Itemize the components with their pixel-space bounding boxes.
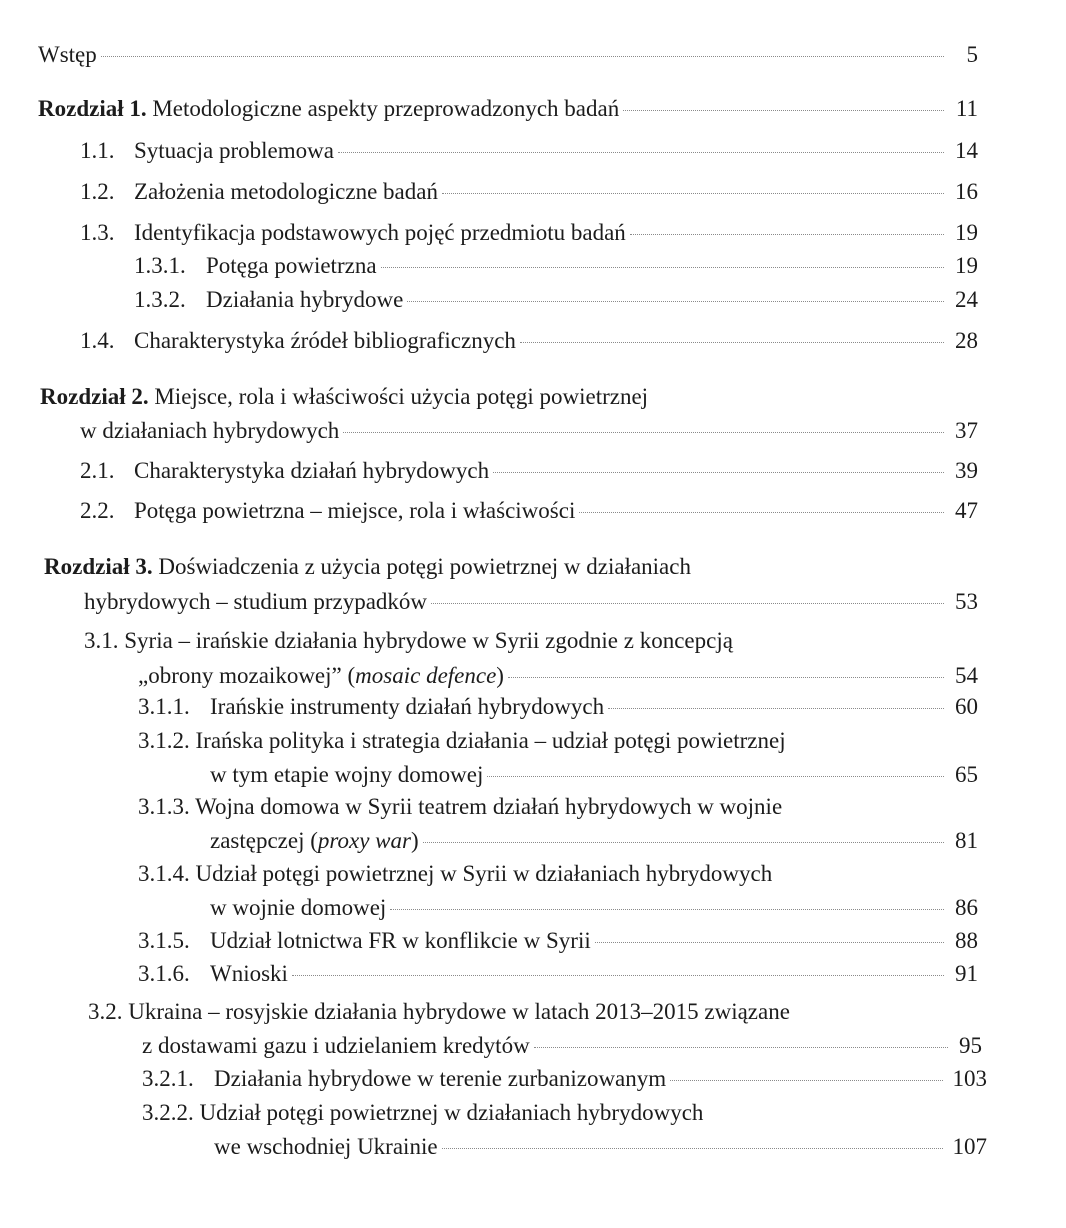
section-number: 2.1. <box>80 458 115 483</box>
section-title: Charakterystyka działań hybrydowych <box>134 458 490 483</box>
toc-section-3-1 <box>138 659 978 693</box>
page-number: 28 <box>955 328 978 353</box>
section-number: 3.1.4. <box>138 861 190 886</box>
section-number: 3.2.1. <box>142 1066 194 1091</box>
page-number: 53 <box>955 589 978 614</box>
dot-leader <box>623 110 944 111</box>
page-number: 47 <box>955 498 978 523</box>
chapter-label: Rozdział 3. <box>44 554 153 579</box>
closing-paren: ) <box>496 663 504 688</box>
toc-entry-wstep <box>38 38 978 72</box>
dot-leader <box>579 512 944 513</box>
toc-subsection-3-1-2-line1 <box>138 724 786 758</box>
toc-section-3-2-line1 <box>88 995 790 1029</box>
section-number: 3.1.6. <box>138 961 190 986</box>
section-title: Irańskie instrumenty działań hybrydowych <box>210 694 605 719</box>
toc-subsection-3-1-4 <box>210 891 978 925</box>
page-number: 14 <box>955 138 978 163</box>
dot-leader <box>608 708 944 709</box>
section-number: 3.1.1. <box>138 694 190 719</box>
section-title-continued: z dostawami gazu i udzielaniem kredytów <box>142 1033 530 1058</box>
section-number: 1.1. <box>80 138 115 163</box>
page-number: 81 <box>955 828 978 853</box>
dot-leader <box>670 1080 942 1081</box>
toc-chapter-3-line1 <box>44 550 691 584</box>
toc-subsection-3-2-1 <box>142 1062 987 1096</box>
section-title: Ukraina – rosyjskie działania hybrydowe w latach 2013–2015 związane <box>128 999 790 1024</box>
section-number: 1.3.1. <box>134 253 186 278</box>
dot-leader <box>630 234 944 235</box>
toc-subsection-3-1-3-line1 <box>138 790 782 824</box>
toc-subsection-3-2-2 <box>214 1130 987 1164</box>
section-title: Działania hybrydowe <box>206 287 404 312</box>
chapter-title: Metodologiczne aspekty przeprowadzonych badań <box>152 96 620 121</box>
section-title: Syria – irańskie działania hybrydowe w Syrii zgodnie z koncepcją <box>124 628 733 653</box>
section-title: Sytuacja problemowa <box>134 138 334 163</box>
chapter-title-continued: w działaniach hybrydowych <box>80 418 340 443</box>
page-number: 95 <box>959 1033 982 1058</box>
dot-leader <box>292 975 944 976</box>
toc-section-3-1-line1 <box>84 624 733 658</box>
chapter-label: Rozdział 1. <box>38 96 147 121</box>
page-number: 11 <box>955 96 978 121</box>
toc-chapter-3 <box>84 585 978 619</box>
dot-leader <box>493 472 944 473</box>
section-number: 2.2. <box>80 498 115 523</box>
section-title-continued: w tym etapie wojny domowej <box>210 762 484 787</box>
dot-leader <box>487 776 944 777</box>
section-number: 3.1.3. <box>138 794 190 819</box>
toc-chapter-2-line1 <box>40 380 648 414</box>
dot-leader <box>442 193 944 194</box>
dot-leader <box>534 1047 948 1048</box>
toc-subsection-3-1-3 <box>210 824 978 858</box>
dot-leader <box>390 909 944 910</box>
dot-leader <box>508 677 944 678</box>
page-number: 107 <box>952 1134 987 1159</box>
chapter-title-continued: hybrydowych – studium przypadków <box>84 589 428 614</box>
chapter-label: Rozdział 2. <box>40 384 149 409</box>
section-title-continued: we wschodniej Ukrainie <box>214 1134 438 1159</box>
toc-subsection-3-1-4-line1 <box>138 857 772 891</box>
section-number: 3.2. <box>88 999 123 1024</box>
toc-section-1-3 <box>80 216 978 250</box>
toc-subsection-3-1-5 <box>138 924 978 958</box>
section-title: Udział potęgi powietrznej w Syrii w działaniach hybrydowych <box>195 861 773 886</box>
toc-section-3-2 <box>142 1029 982 1063</box>
entry-title: Wstęp <box>38 42 97 67</box>
toc-subsection-1-3-2 <box>134 283 978 317</box>
section-title: Udział potęgi powietrznej w działaniach hybrydowych <box>199 1100 704 1125</box>
dot-leader <box>520 342 944 343</box>
page-number: 86 <box>955 895 978 920</box>
section-number: 3.1. <box>84 628 119 653</box>
section-title: Założenia metodologiczne badań <box>134 179 438 204</box>
toc-chapter-2 <box>80 414 978 448</box>
section-number: 1.3.2. <box>134 287 186 312</box>
dot-leader <box>423 842 944 843</box>
toc-section-2-1 <box>80 454 978 488</box>
toc-subsection-3-2-2-line1 <box>142 1096 703 1130</box>
section-number: 3.2.2. <box>142 1100 194 1125</box>
toc-subsection-1-3-1 <box>134 249 978 283</box>
section-title: Charakterystyka źródeł bibliograficznych <box>134 328 516 353</box>
toc-section-2-2 <box>80 494 978 528</box>
section-title: Potęga powietrzna – miejsce, rola i właściwości <box>134 498 576 523</box>
dot-leader <box>381 267 944 268</box>
page-number: 24 <box>955 287 978 312</box>
page-number: 37 <box>955 418 978 443</box>
section-number: 3.1.5. <box>138 928 190 953</box>
section-title: Identyfikacja podstawowych pojęć przedmiotu badań <box>134 220 626 245</box>
toc-subsection-3-1-2 <box>210 758 978 792</box>
section-number: 1.3. <box>80 220 115 245</box>
page-number: 65 <box>955 762 978 787</box>
dot-leader <box>431 603 944 604</box>
toc-section-1-2 <box>80 175 978 209</box>
page-number: 91 <box>955 961 978 986</box>
section-title: Irańska polityka i strategia działania – udział potęgi powietrznej <box>195 728 786 753</box>
dot-leader <box>407 301 944 302</box>
page-number: 39 <box>955 458 978 483</box>
dot-leader <box>338 152 944 153</box>
page-number: 19 <box>955 253 978 278</box>
page-number: 60 <box>955 694 978 719</box>
toc-chapter-1 <box>38 92 978 126</box>
section-title-continued: zastępczej ( <box>210 828 318 853</box>
dot-leader <box>442 1148 943 1149</box>
chapter-title: Doświadczenia z użycia potęgi powietrznej w działaniach <box>158 554 691 579</box>
section-number: 3.1.2. <box>138 728 190 753</box>
toc-subsection-3-1-1 <box>138 690 978 724</box>
section-title-continued: „obrony mozaikowej” ( <box>138 663 356 688</box>
section-number: 1.4. <box>80 328 115 353</box>
dot-leader <box>343 432 944 433</box>
dot-leader <box>101 56 944 57</box>
section-title: Wnioski <box>210 961 288 986</box>
section-title: Wojna domowa w Syrii teatrem działań hybrydowych w wojnie <box>195 794 783 819</box>
toc-section-1-4 <box>80 324 978 358</box>
section-title-continued: w wojnie domowej <box>210 895 387 920</box>
chapter-title: Miejsce, rola i właściwości użycia potęgi powietrznej <box>154 384 649 409</box>
page-number: 16 <box>955 179 978 204</box>
page-number: 103 <box>952 1066 987 1091</box>
section-title: Działania hybrydowe w terenie zurbanizowanym <box>214 1066 667 1091</box>
section-title: Udział lotnictwa FR w konflikcie w Syrii <box>210 928 591 953</box>
page-number: 5 <box>966 42 978 67</box>
dot-leader <box>595 942 944 943</box>
toc-section-1-1 <box>80 134 978 168</box>
section-number: 1.2. <box>80 179 115 204</box>
page-number: 54 <box>955 663 978 688</box>
toc-subsection-3-1-6 <box>138 957 978 991</box>
italic-term: mosaic defence <box>355 663 497 688</box>
section-title: Potęga powietrzna <box>206 253 377 278</box>
page-number: 88 <box>955 928 978 953</box>
closing-paren: ) <box>410 828 419 853</box>
italic-term: proxy war <box>317 828 411 853</box>
page-number: 19 <box>955 220 978 245</box>
